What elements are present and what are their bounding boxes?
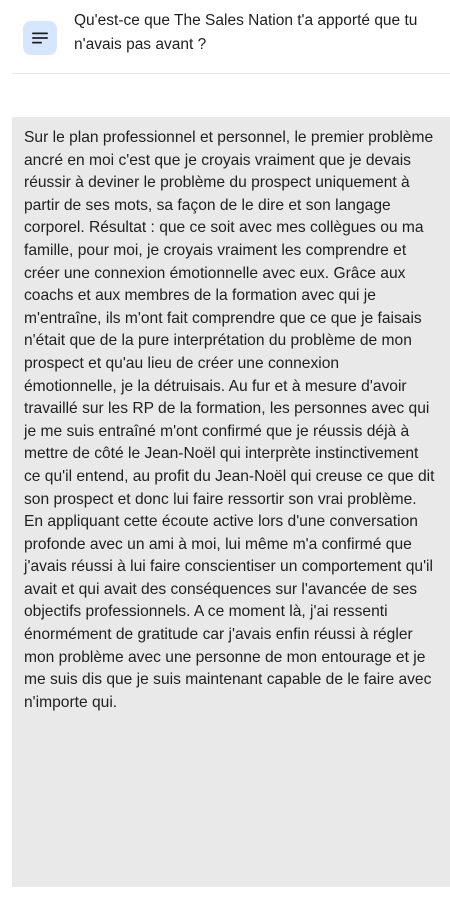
answer-box [12,117,450,887]
question-header [0,0,450,72]
text-lines-icon [23,21,57,55]
answer-text: Sur le plan professionnel et personnel, le premier problème ancré en moi c'est que je croyais vraiment que je devais réussir à deviner le problème du prospect uniquement à partir de ses mots, sa façon de le dire et son langage corporel. Résultat : que ce soit avec mes collègues ou ma famille, pour moi, je croyais vraiment les comprendre et créer une connexion émotionnelle avec eux. Grâce aux coachs et aux membres de la formation avec qui je m'entraîne, ils m'ont fait comprendre que ce que je faisais n'était que de la pure interprétation du problème de mon prospect et qu'au lieu de créer une connexion émotionnelle, je la détruisais. Au fur et à mesure d'avoir travaillé sur les RP de la formation, les personnes avec qui je me suis entraîné m'ont confirmé que je réussis déjà à mettre de côté le Jean-Noël qui interprète instinctivement ce qu'il entend, au profit du Jean-Noël qui creuse ce que dit son prospect et donc lui faire ressortir son vrai problème. En appliquant cette écoute active lors d'une conversation profonde avec un ami à moi, lui même m'a confirmé que j'avais réussi à lui faire conscientiser un comportement qu'il avait et qui avait des conséquences sur l'avancée de ses objectifs professionnels. A ce moment là, j'ai ressenti énormément de gratitude car j'avais enfin réussi à régler mon problème avec une personne de mon entourage et je me suis dis que je suis maintenant capable de le faire avec n'importe qui. [24,129,435,711]
question-title: Qu'est-ce que The Sales Nation t'a apporté que tu n'avais pas avant ? [74,12,418,53]
divider [12,73,450,74]
